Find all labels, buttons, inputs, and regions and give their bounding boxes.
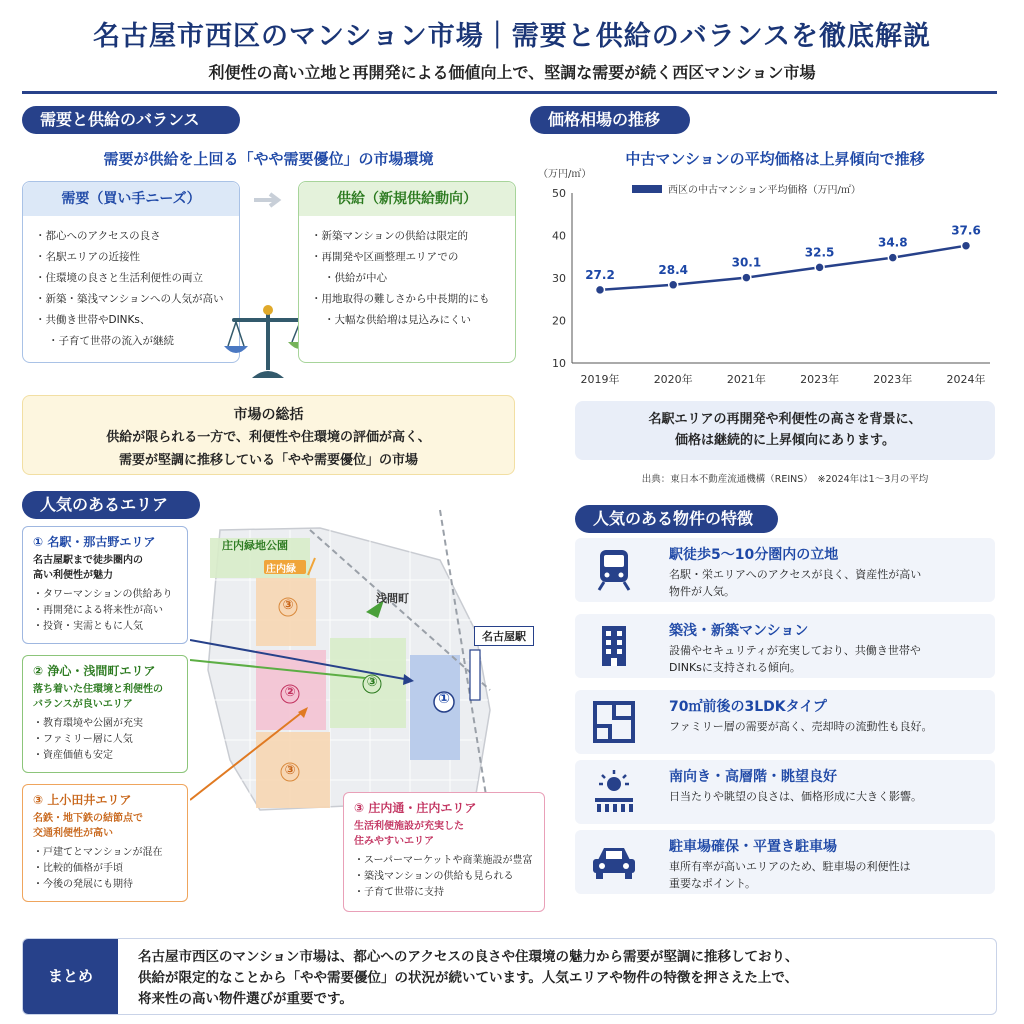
list-item: ・ 共働き世帯やDINKs、 xyxy=(35,310,227,331)
list-item: ・ 再開発や区画整理エリアでの xyxy=(311,247,503,268)
section-label-features: 人気のある物件の特徴 xyxy=(575,505,778,533)
conclusion-line: 供給が限定的なことから「やや需要優位」の状況が続いています。人気エリアや物件の特徴を押さえた上で、 xyxy=(138,970,799,986)
supply-card xyxy=(298,181,516,363)
summary-title: 市場の総括 xyxy=(233,407,304,423)
list-item: ・ スーパーマーケットや商業施設が豊富 xyxy=(354,853,534,869)
building-icon xyxy=(594,624,634,668)
supply-title: 供給（新規供給動向） xyxy=(299,182,515,216)
market-summary xyxy=(22,395,515,475)
list-item: ・ 供給が中心 xyxy=(311,268,503,289)
chart-data-label: 28.4 xyxy=(658,262,689,277)
area-title: ② 浄心・浅間町エリア xyxy=(33,664,156,678)
chart-y-tick: 10 xyxy=(552,357,566,370)
section-label-areas: 人気のあるエリア xyxy=(22,491,200,519)
list-item: ・ ファミリー層に人気 xyxy=(33,732,177,748)
chart-point xyxy=(596,285,605,294)
demand-list xyxy=(23,216,239,352)
area-list xyxy=(344,849,544,901)
chart-x-tick: 2023年 xyxy=(873,373,913,386)
chart-x-tick: 2024年 xyxy=(946,373,986,386)
car-icon xyxy=(590,842,638,882)
map-station-label: 名古屋駅 xyxy=(474,626,534,646)
feature-desc: 日当たりや眺望の良さは、価格形成に大きく影響。 xyxy=(669,790,922,803)
chart-legend-label: 西区の中古マンション平均価格（万円/㎡） xyxy=(668,185,861,196)
chart-series-line xyxy=(600,246,966,290)
chart-x-tick: 2020年 xyxy=(653,373,693,386)
list-item: ・ 戸建てとマンションが混在 xyxy=(33,845,177,861)
train-icon xyxy=(594,548,634,592)
area-desc: 名鉄・地下鉄の結節点で 交通利便性が高い xyxy=(33,813,143,839)
map-marker-1: ① xyxy=(438,691,450,707)
area-card-meieki xyxy=(22,526,188,644)
chart-legend-swatch xyxy=(632,185,662,193)
area-card-joshin xyxy=(22,655,188,773)
title-divider xyxy=(22,91,997,94)
list-item: ・ 住環境の良さと生活利便性の両立 xyxy=(35,268,227,289)
chart-point xyxy=(669,280,678,289)
list-item: ・ 子育て世帯の流入が継続 xyxy=(35,331,227,352)
list-item: ・ 再開発による将来性が高い xyxy=(33,603,177,619)
summary-line: 需要が堅調に推移している「やや需要優位」の市場 xyxy=(118,453,418,468)
list-item: ・ 新築・築浅マンションへの人気が高い xyxy=(35,289,227,310)
feature-item xyxy=(575,538,995,602)
list-item: ・ 子育て世帯に支持 xyxy=(354,885,534,901)
area-list xyxy=(23,841,187,893)
list-item: ・ 教育環境や公園が充実 xyxy=(33,716,177,732)
area-title: ① 名駅・那古野エリア xyxy=(33,535,156,549)
chart-data-label: 37.6 xyxy=(951,223,981,238)
map-marker-3: ③ xyxy=(284,763,296,778)
demand-title: 需要（買い手ニーズ） xyxy=(23,182,239,216)
area-title: ③ 上小田井エリア xyxy=(33,793,132,807)
map-marker-orange-top: ③ xyxy=(282,598,294,613)
chart-title: 中古マンションの平均価格は上昇傾向で推移 xyxy=(625,150,925,168)
map-park-sign: 庄内緑 xyxy=(266,564,296,575)
chart-y-label: （万円/㎡） xyxy=(538,169,592,180)
chart-point xyxy=(742,273,751,282)
chart-x-tick: 2019年 xyxy=(580,373,620,386)
area-list xyxy=(23,712,187,764)
section-label-price: 価格相場の推移 xyxy=(530,106,690,134)
area-desc: 名古屋駅まで徒歩圏内の 高い利便性が魅力 xyxy=(33,555,143,581)
chart-data-label: 34.8 xyxy=(877,235,908,250)
map-marker-green: ③ xyxy=(366,675,378,690)
map-sengen-label: 浅間町 xyxy=(376,592,409,605)
chart-x-tick: 2023年 xyxy=(800,373,840,386)
demand-card xyxy=(22,181,240,363)
chart-source: 出典：東日本不動産流通機構（REINS） ※2024年は1〜3月の平均 xyxy=(641,474,929,485)
list-item: ・ 新築マンションの供給は限定的 xyxy=(311,226,503,247)
list-item: ・ タワーマンションの供給あり xyxy=(33,587,177,603)
feature-item xyxy=(575,614,995,678)
list-item: ・ 用地取得の難しさから中長期的にも xyxy=(311,289,503,310)
feature-desc: ファミリー層の需要が高く、売却時の流動性も良好。 xyxy=(669,720,933,733)
chart-point xyxy=(815,263,824,272)
feature-title: 70㎡前後の3LDKタイプ xyxy=(669,699,827,715)
list-item: ・ 比較的価格が手頃 xyxy=(33,861,177,877)
chart-data-label: 32.5 xyxy=(804,245,835,260)
conclusion-line: 将来性の高い物件選びが重要です。 xyxy=(138,991,353,1007)
chart-data-label: 27.2 xyxy=(585,267,615,282)
chart-y-tick: 40 xyxy=(552,229,566,243)
feature-title: 駅徒歩5〜10分圏内の立地 xyxy=(669,547,839,563)
area-card-kamiotai xyxy=(22,784,188,902)
conclusion-line: 名古屋市西区のマンション市場は、都心へのアクセスの良さや住環境の魅力から需要が堅調に推移しており、 xyxy=(138,949,799,965)
price-line-chart xyxy=(530,165,1000,395)
feature-title: 築浅・新築マンション xyxy=(669,623,809,639)
feature-desc: 車所有率が高いエリアのため、駐車場の利便性は 重要なポイント。 xyxy=(669,860,911,890)
chart-data-label: 30.1 xyxy=(731,255,762,270)
chart-note xyxy=(575,401,995,460)
feature-item xyxy=(575,760,995,824)
chart-y-tick: 20 xyxy=(552,314,566,328)
chart-x-tick: 2021年 xyxy=(726,373,766,386)
page-subtitle: 利便性の高い立地と再開発による価値向上で、堅調な需要が続く西区マンション市場 xyxy=(208,63,816,82)
map-marker-2: ② xyxy=(284,685,296,700)
list-item: ・ 投資・実需ともに人気 xyxy=(33,619,177,635)
area-desc: 落ち着いた住環境と利便性の バランスが良いエリア xyxy=(33,684,163,710)
sun-icon xyxy=(591,770,637,814)
list-item: ・ 大幅な供給増は見込みにくい xyxy=(311,310,503,331)
list-item: ・ 築浅マンションの供給も見られる xyxy=(354,869,534,885)
balance-headline: 需要が供給を上回る「やや需要優位」の市場環境 xyxy=(103,150,434,168)
chart-y-tick: 50 xyxy=(552,187,566,200)
chart-note-line: 名駅エリアの再開発や利便性の高さを背景に、 xyxy=(648,412,922,427)
conclusion-box xyxy=(22,938,997,1015)
list-item: ・ 名駅エリアの近接性 xyxy=(35,247,227,268)
list-item: ・ 都心へのアクセスの良さ xyxy=(35,226,227,247)
section-label-balance: 需要と供給のバランス xyxy=(22,106,240,134)
area-card-shonai xyxy=(343,792,545,912)
feature-desc: 名駅・栄エリアへのアクセスが良く、資産性が高い 物件が人気。 xyxy=(669,568,922,598)
arrow-icon xyxy=(252,190,286,210)
area-desc: 生活利便施設が充実した 住みやすいエリア xyxy=(354,821,464,847)
summary-line: 供給が限られる一方で、利便性や住環境の評価が高く、 xyxy=(106,430,431,445)
chart-point xyxy=(888,253,897,262)
feature-title: 南向き・高層階・眺望良好 xyxy=(669,769,837,785)
area-list xyxy=(23,583,187,635)
feature-desc: 設備やセキュリティが充実しており、共働き世帯や DINKsに支持される傾向。 xyxy=(669,644,921,674)
feature-title: 駐車場確保・平置き駐車場 xyxy=(669,839,837,855)
supply-list xyxy=(299,216,515,331)
chart-y-tick: 30 xyxy=(552,272,566,285)
chart-note-line: 価格は継続的に上昇傾向にあります。 xyxy=(675,433,895,448)
page-title: 名古屋市西区のマンション市場｜需要と供給のバランスを徹底解説 xyxy=(93,21,931,52)
conclusion-text xyxy=(138,947,978,1010)
chart-point xyxy=(962,241,971,250)
area-title: ③ 庄内通・庄内エリア xyxy=(354,801,477,815)
conclusion-label: まとめ xyxy=(23,939,118,1014)
list-item: ・ 資産価値も安定 xyxy=(33,748,177,764)
feature-item xyxy=(575,690,995,754)
list-item: ・ 今後の発展にも期待 xyxy=(33,877,177,893)
feature-item xyxy=(575,830,995,894)
map-park-label: 庄内緑地公園 xyxy=(222,539,288,552)
floorplan-icon xyxy=(592,700,636,744)
